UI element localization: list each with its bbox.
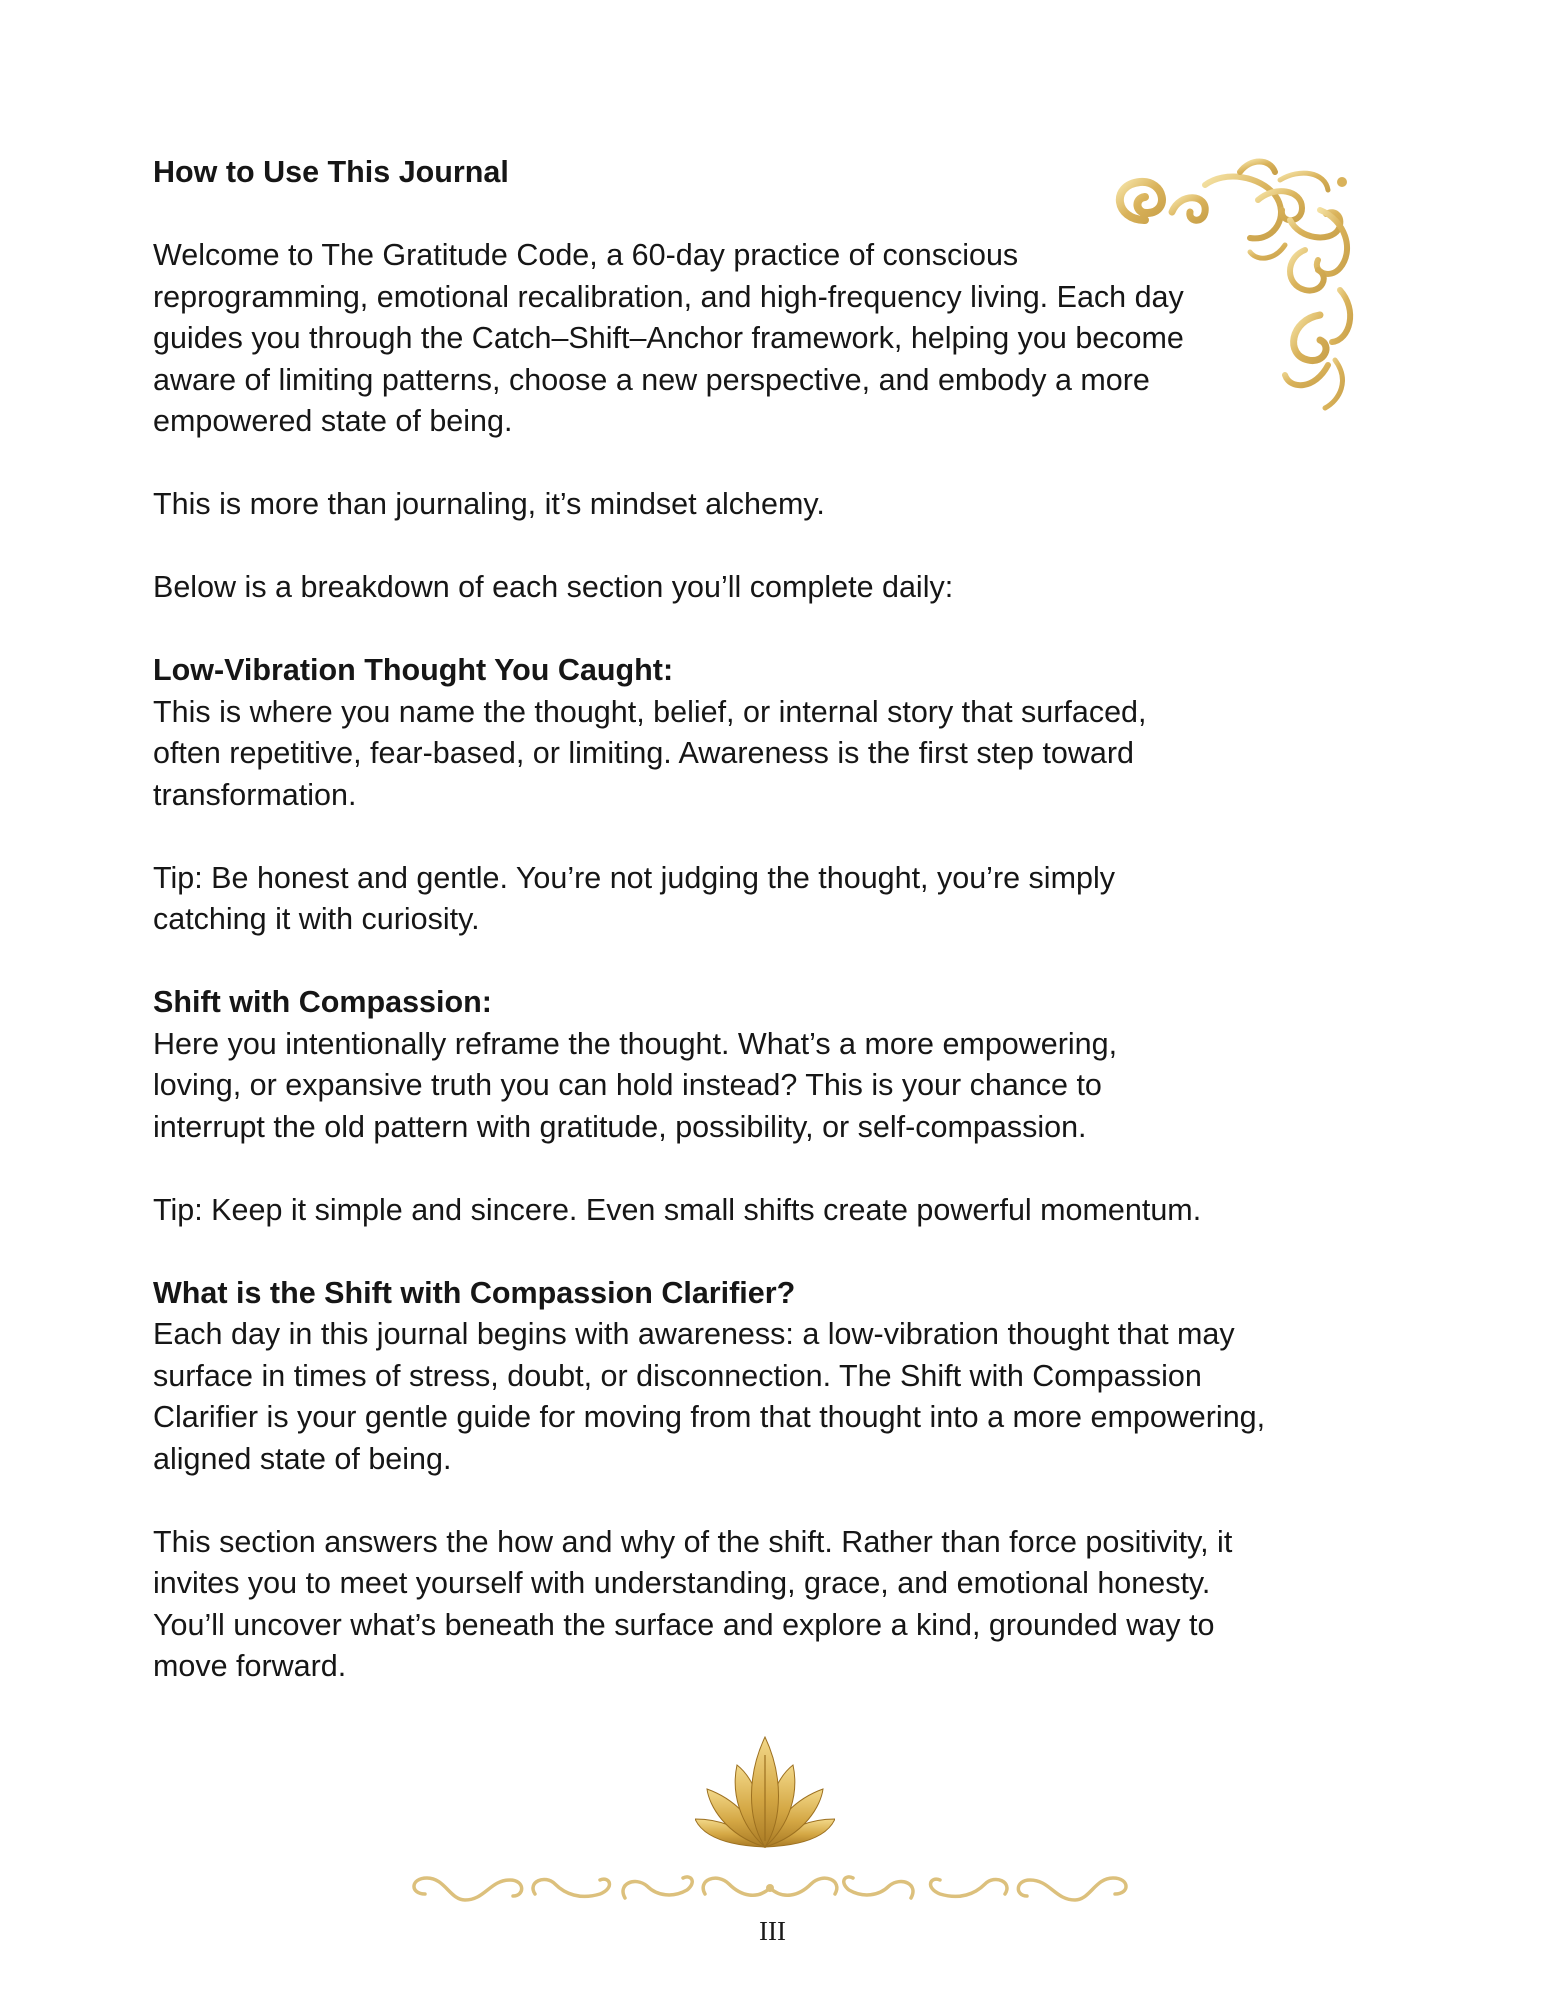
section-body-low-vibration: This is where you name the thought, belief, or internal story that surfaced, often repetitive, fear-based, or limiting. Awareness is the first step toward transformation. <box>153 694 1147 812</box>
tagline-paragraph: This is more than journaling, it’s mindset alchemy. <box>153 487 825 521</box>
section-heading-low-vibration: Low-Vibration Thought You Caught: <box>153 653 674 687</box>
page-title: How to Use This Journal <box>153 155 509 189</box>
section-tip-shift: Tip: Keep it simple and sincere. Even small shifts create powerful momentum. <box>153 1192 1202 1227</box>
breakdown-intro-paragraph: Below is a breakdown of each section you’ll complete daily: <box>153 570 954 604</box>
section-body-clarifier: Each day in this journal begins with awareness: a low-vibration thought that may surface in times of stress, doubt, or disconnection. The Shift with Compassion Clarifier is your gentle guide for moving from that thought into a more empowering, aligned state of being. <box>153 1317 1266 1476</box>
section-tip-low-vibration: Tip: Be honest and gentle. You’re not judging the thought, you’re simply catching it with curiosity. <box>153 860 1115 936</box>
journal-content <box>153 152 1313 1688</box>
section-body-shift: Here you intentionally reframe the thought. What’s a more empowering, loving, or expansive truth you can hold instead? This is your chance to interrupt the old pattern with gratitude, possibility, or self-compassion. <box>153 1026 1118 1144</box>
section-heading-clarifier: What is the Shift with Compassion Clarifier? <box>153 1275 796 1310</box>
gold-scroll-divider-icon <box>405 1864 1135 1914</box>
gold-lotus-icon <box>695 1735 835 1860</box>
section-heading-shift: Shift with Compassion: <box>153 985 492 1019</box>
intro-paragraph: Welcome to The Gratitude Code, a 60-day practice of conscious reprogramming, emotional recalibration, and high-frequency living. Each day guides you through the Catch–Shift–Anchor framework, helping you become aware of limiting patterns, choose a new perspective, and embody a more empowered state of being. <box>153 238 1184 438</box>
page-number: III <box>759 1916 786 1946</box>
section-body2-clarifier: This section answers the how and why of the shift. Rather than force positivity, it invites you to meet yourself with understanding, grace, and emotional honesty. You’ll uncover what’s beneath the surface and explore a kind, grounded way to move forward. <box>153 1524 1233 1683</box>
